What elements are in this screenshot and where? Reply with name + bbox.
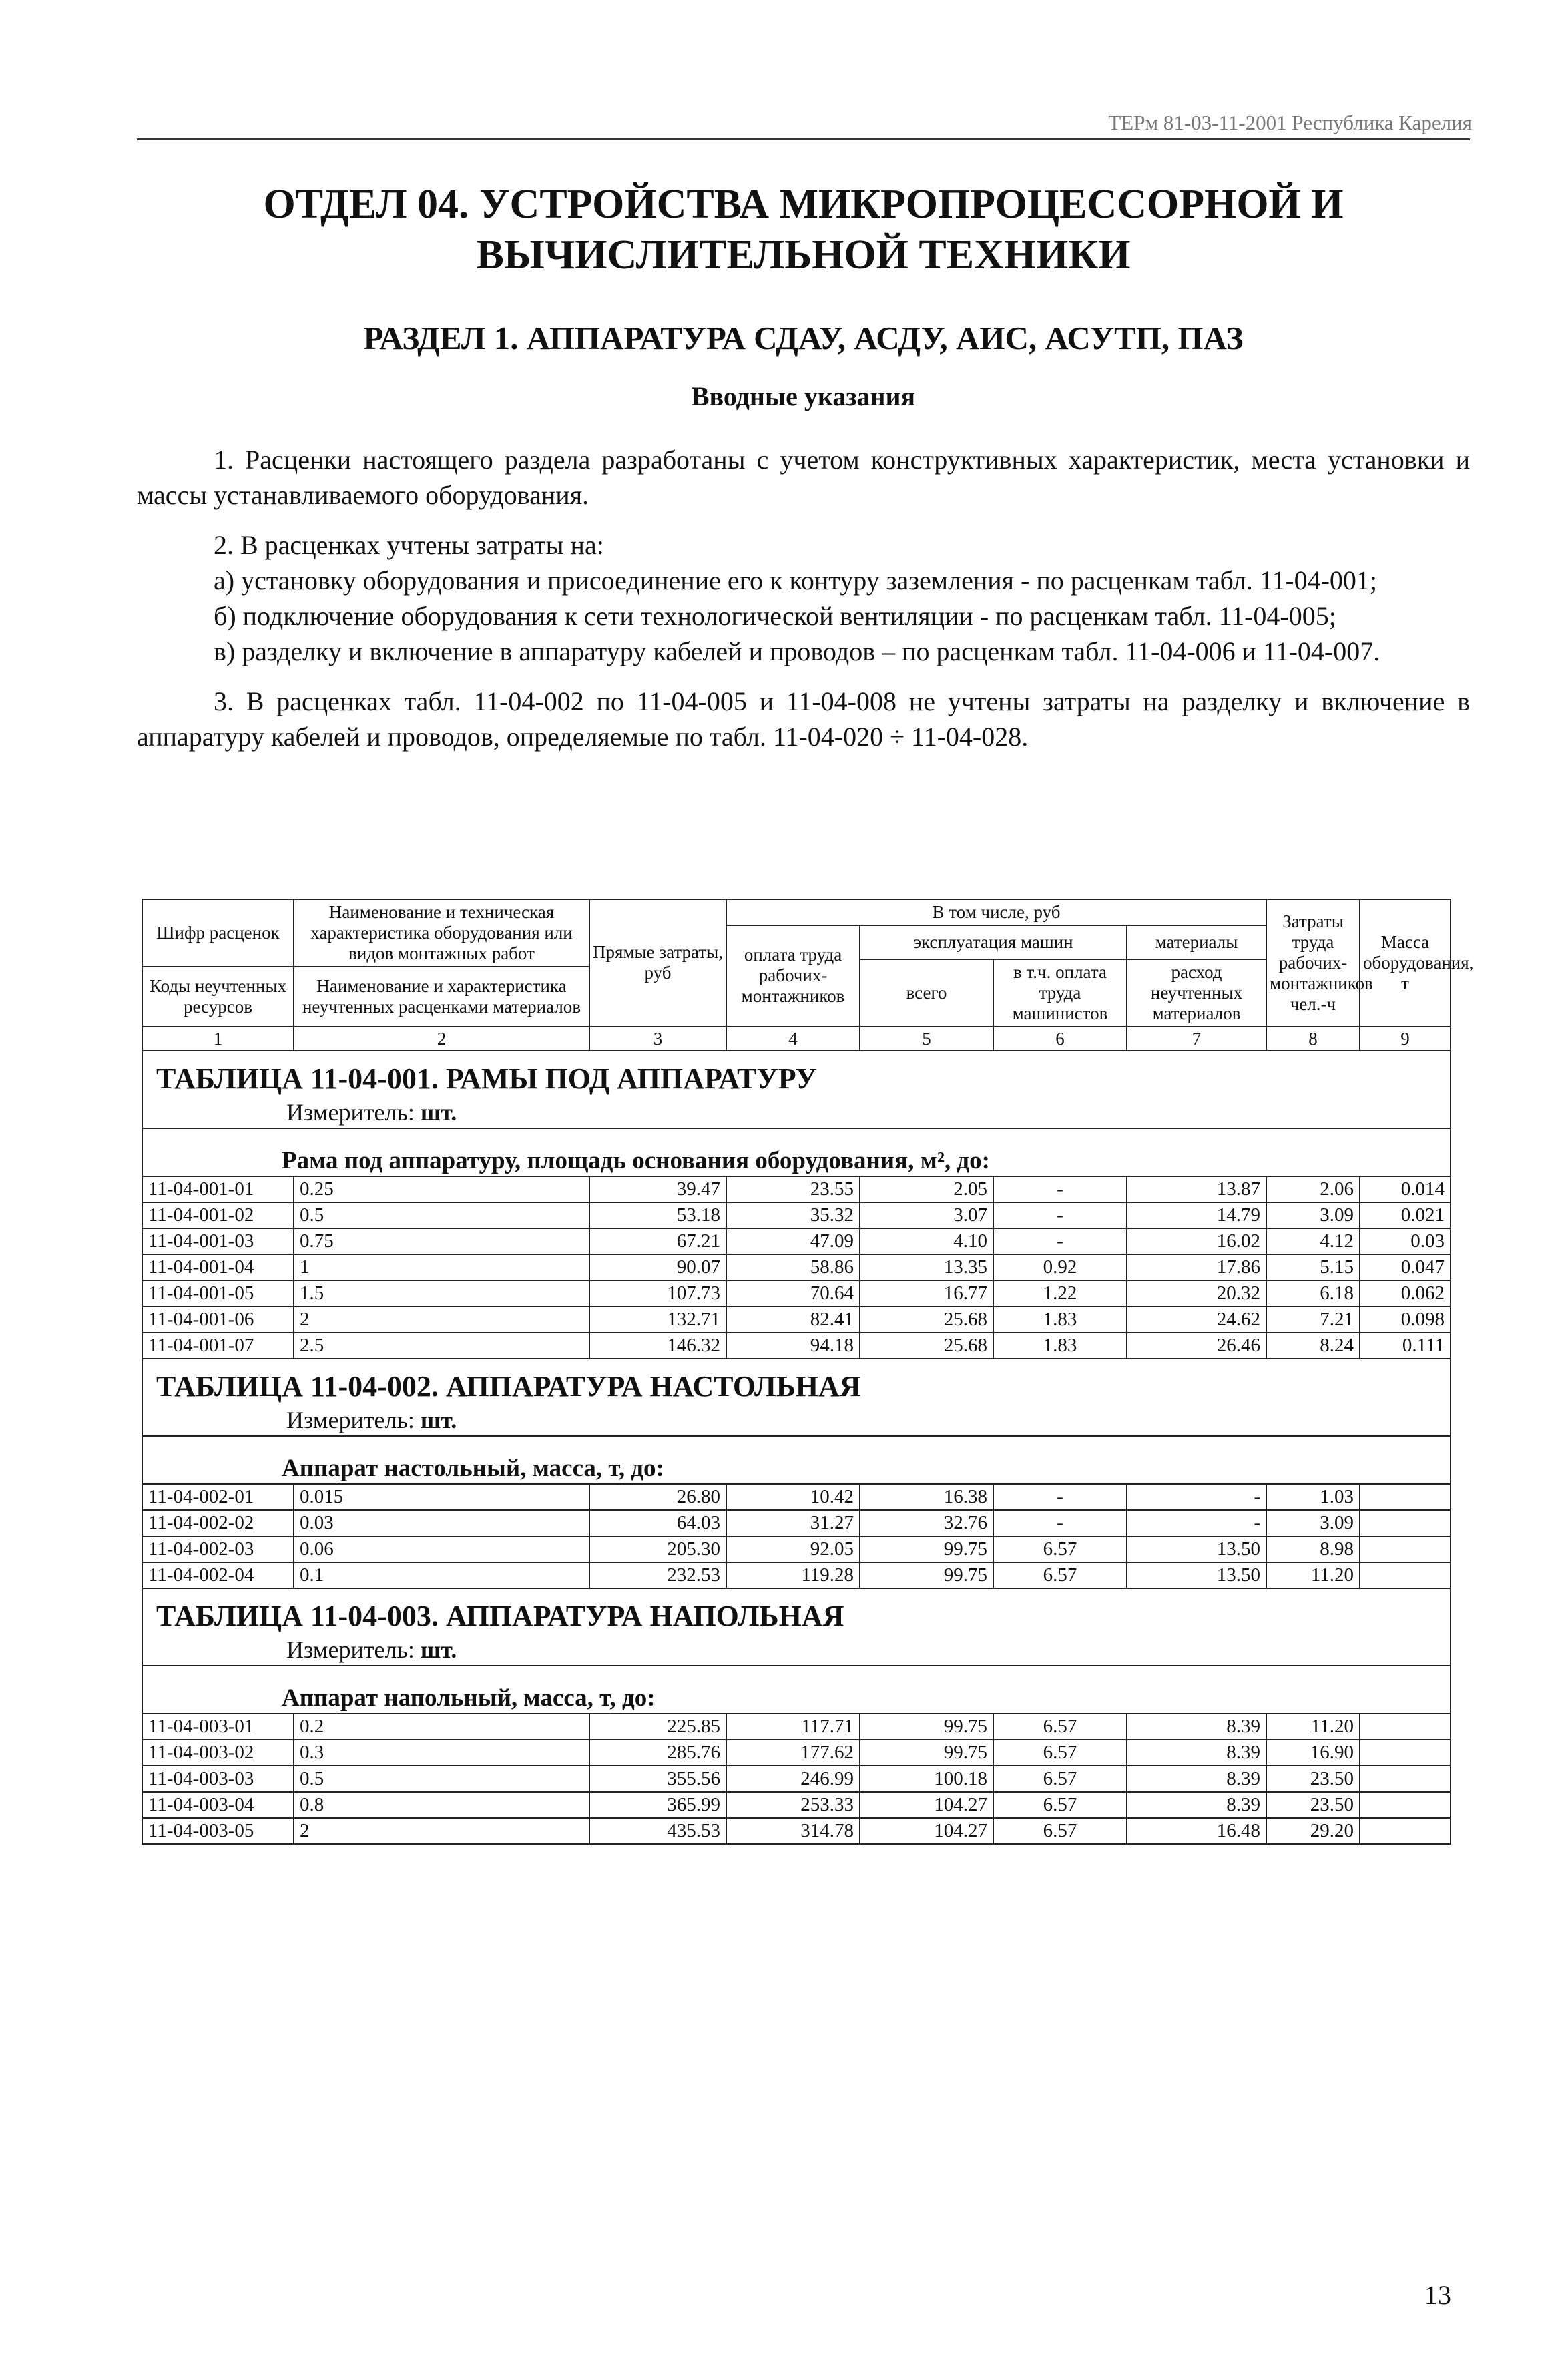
table-row: [142, 1766, 1451, 1792]
rate-code-cell: 11-04-003-05: [142, 1818, 294, 1844]
table-cell: [1360, 1562, 1451, 1588]
rate-code-cell: 11-04-002-01: [142, 1484, 294, 1510]
table-cell: 107.73: [589, 1280, 726, 1307]
table-cell: 25.68: [860, 1333, 993, 1359]
table-cell: [1360, 1740, 1451, 1766]
table-cell: -: [1127, 1510, 1266, 1536]
paragraph-2b: б) подключение оборудования к сети технологической вентиляции - по расценкам табл. 11-04-005;: [214, 601, 1336, 631]
table-section-title: [142, 1359, 1451, 1436]
table-cell: 6.57: [993, 1536, 1127, 1562]
table-cell: 16.02: [1127, 1228, 1266, 1254]
column-number: 5: [860, 1027, 993, 1051]
table-section-title-row: [142, 1588, 1451, 1666]
meter-unit: шт.: [420, 1636, 457, 1663]
table-cell: -: [993, 1176, 1127, 1202]
table-cell: 205.30: [589, 1536, 726, 1562]
table-cell: 1: [294, 1254, 589, 1280]
rate-code-cell: 11-04-001-04: [142, 1254, 294, 1280]
table-cell: 53.18: [589, 1202, 726, 1228]
table-cell: 2.5: [294, 1333, 589, 1359]
paragraph-1: 1. Расценки настоящего раздела разработаны с учетом конструктивных характеристик, места установки и массы устанавливаемого оборудования.: [137, 445, 1470, 510]
rate-code-cell: 11-04-003-03: [142, 1766, 294, 1792]
header-name: Наименование и техническая характеристика оборудования или видов монтажных работ: [294, 899, 589, 967]
table-cell: -: [993, 1484, 1127, 1510]
meter-unit: шт.: [420, 1406, 457, 1433]
table-cell: 2: [294, 1307, 589, 1333]
table-subheading-row: [142, 1436, 1451, 1484]
table-cell: 8.39: [1127, 1714, 1266, 1740]
table-cell: 0.098: [1360, 1307, 1451, 1333]
table-meter: [156, 1634, 1445, 1665]
table-cell: 0.8: [294, 1792, 589, 1818]
table-cell: -: [1127, 1484, 1266, 1510]
table-cell: -: [993, 1202, 1127, 1228]
table-cell: 0.014: [1360, 1176, 1451, 1202]
table-section-title: [142, 1588, 1451, 1666]
table-row: [142, 1307, 1451, 1333]
table-row: [142, 1536, 1451, 1562]
table-cell: 225.85: [589, 1714, 726, 1740]
table-cell: 0.047: [1360, 1254, 1451, 1280]
rate-code-cell: 11-04-002-04: [142, 1562, 294, 1588]
table-cell: 232.53: [589, 1562, 726, 1588]
header-total: всего: [860, 959, 993, 1027]
running-head: ТЕРм 81-03-11-2001 Республика Карелия: [1108, 111, 1472, 134]
table-cell: 2.05: [860, 1176, 993, 1202]
table-cell: 253.33: [726, 1792, 860, 1818]
rate-code-cell: 11-04-002-03: [142, 1536, 294, 1562]
table-row: [142, 1510, 1451, 1536]
table-cell: 104.27: [860, 1792, 993, 1818]
table-cell: 6.57: [993, 1792, 1127, 1818]
table-cell: [1360, 1510, 1451, 1536]
table-section-title-row: [142, 1359, 1451, 1436]
table-cell: 1.83: [993, 1333, 1127, 1359]
table-cell: 6.57: [993, 1818, 1127, 1844]
table-cell: 6.57: [993, 1714, 1127, 1740]
table-subheading: Рама под аппаратуру, площадь основания оборудования, м², до:: [142, 1128, 1451, 1176]
department-title-line-2: ВЫЧИСЛИТЕЛЬНОЙ ТЕХНИКИ: [476, 232, 1131, 278]
table-cell: 0.06: [294, 1536, 589, 1562]
table-meter: [156, 1405, 1445, 1435]
table-cell: 3.07: [860, 1202, 993, 1228]
table-row: [142, 1792, 1451, 1818]
table-row: [142, 1254, 1451, 1280]
table-cell: 0.062: [1360, 1280, 1451, 1307]
rate-code-cell: 11-04-001-06: [142, 1307, 294, 1333]
table-cell: 0.75: [294, 1228, 589, 1254]
table-cell: 17.86: [1127, 1254, 1266, 1280]
table-cell: 6.18: [1266, 1280, 1360, 1307]
table-cell: 23.55: [726, 1176, 860, 1202]
table-cell: 23.50: [1266, 1766, 1360, 1792]
header-labor-cost: Затраты труда рабочих-монтажников чел.-ч: [1266, 899, 1360, 1027]
table-row: [142, 1484, 1451, 1510]
table-section-title: [142, 1051, 1451, 1128]
paragraph-3: 3. В расценках табл. 11-04-002 по 11-04-005 и 11-04-008 не учтены затраты на разделку и включение в аппаратуру кабелей и проводов, определяемые по табл. 11-04-020 ÷ 11-04-028.: [137, 686, 1470, 752]
table-cell: 4.12: [1266, 1228, 1360, 1254]
table-cell: 26.46: [1127, 1333, 1266, 1359]
header-rule: [137, 138, 1470, 140]
section-title: РАЗДЕЛ 1. АППАРАТУРА СДАУ, АСДУ, АИС, АСУТП, ПАЗ: [363, 320, 1244, 357]
header-resource-code: Коды неучтенных ресурсов: [142, 967, 294, 1027]
table-cell: 117.71: [726, 1714, 860, 1740]
table-cell: 119.28: [726, 1562, 860, 1588]
table-row: [142, 1202, 1451, 1228]
table-subheading-row: [142, 1666, 1451, 1714]
table-cell: 355.56: [589, 1766, 726, 1792]
rate-code-cell: 11-04-001-03: [142, 1228, 294, 1254]
table-cell: 16.77: [860, 1280, 993, 1307]
header-unaccounted: расход неучтенных материалов: [1127, 959, 1266, 1027]
table-cell: 10.42: [726, 1484, 860, 1510]
table-cell: 14.79: [1127, 1202, 1266, 1228]
column-number: 9: [1360, 1027, 1451, 1051]
column-number: 4: [726, 1027, 860, 1051]
table-cell: 0.25: [294, 1176, 589, 1202]
table-cell: 104.27: [860, 1818, 993, 1844]
table-cell: 25.68: [860, 1307, 993, 1333]
table-subheading-row: [142, 1128, 1451, 1176]
table-cell: 0.5: [294, 1766, 589, 1792]
table-cell: 5.15: [1266, 1254, 1360, 1280]
header-including: В том числе, руб: [726, 899, 1266, 925]
table-cell: 6.57: [993, 1562, 1127, 1588]
rate-code-cell: 11-04-003-04: [142, 1792, 294, 1818]
table-cell: 0.111: [1360, 1333, 1451, 1359]
table-subheading: Аппарат напольный, масса, т, до:: [142, 1666, 1451, 1714]
table-cell: 3.09: [1266, 1510, 1360, 1536]
table-cell: 8.39: [1127, 1740, 1266, 1766]
table-cell: 1.83: [993, 1307, 1127, 1333]
table-cell: 20.32: [1127, 1280, 1266, 1307]
table-cell: 0.2: [294, 1714, 589, 1740]
rate-code-cell: 11-04-003-01: [142, 1714, 294, 1740]
header-materials: материалы: [1127, 925, 1266, 959]
table-cell: 16.90: [1266, 1740, 1360, 1766]
table-cell: 2: [294, 1818, 589, 1844]
meter-label: Измеритель:: [286, 1406, 415, 1433]
table-cell: 31.27: [726, 1510, 860, 1536]
table-section-title-row: [142, 1051, 1451, 1128]
intro-heading: Вводные указания: [691, 381, 916, 411]
table-row: [142, 1280, 1451, 1307]
rate-code-cell: 11-04-001-02: [142, 1202, 294, 1228]
table-cell: 0.5: [294, 1202, 589, 1228]
rate-code-cell: 11-04-003-02: [142, 1740, 294, 1766]
table-cell: 146.32: [589, 1333, 726, 1359]
meter-label: Измеритель:: [286, 1098, 415, 1126]
table-row: [142, 1818, 1451, 1844]
table-cell: 100.18: [860, 1766, 993, 1792]
header-labor-pay: оплата труда рабочих-монтажников: [726, 925, 860, 1027]
meter-label: Измеритель:: [286, 1636, 415, 1663]
column-number: 2: [294, 1027, 589, 1051]
table-cell: 67.21: [589, 1228, 726, 1254]
header-machines: эксплуатация машин: [860, 925, 1127, 959]
table-cell: 132.71: [589, 1307, 726, 1333]
table-cell: 47.09: [726, 1228, 860, 1254]
table-cell: [1360, 1792, 1451, 1818]
rate-code-cell: 11-04-001-01: [142, 1176, 294, 1202]
table-cell: [1360, 1714, 1451, 1740]
table-cell: 435.53: [589, 1818, 726, 1844]
column-number: 8: [1266, 1027, 1360, 1051]
table-cell: 26.80: [589, 1484, 726, 1510]
table-cell: 64.03: [589, 1510, 726, 1536]
table-cell: 99.75: [860, 1740, 993, 1766]
column-number: 7: [1127, 1027, 1266, 1051]
table-cell: 11.20: [1266, 1714, 1360, 1740]
table-row: [142, 1228, 1451, 1254]
table-cell: 1.5: [294, 1280, 589, 1307]
column-number: 6: [993, 1027, 1127, 1051]
table-cell: 13.50: [1127, 1536, 1266, 1562]
table-row: [142, 1562, 1451, 1588]
rates-table: [142, 899, 1474, 1845]
table-cell: 70.64: [726, 1280, 860, 1307]
header-mass: Масса оборудования, т: [1360, 899, 1451, 1027]
table-cell: [1360, 1536, 1451, 1562]
table-cell: 2.06: [1266, 1176, 1360, 1202]
table-cell: 0.3: [294, 1740, 589, 1766]
table-cell: 13.87: [1127, 1176, 1266, 1202]
table-cell: 11.20: [1266, 1562, 1360, 1588]
table-row: [142, 1740, 1451, 1766]
table-cell: 16.48: [1127, 1818, 1266, 1844]
table-title: ТАБЛИЦА 11-04-003. АППАРАТУРА НАПОЛЬНАЯ: [156, 1599, 844, 1632]
header-resource-name: Наименование и характеристика неучтенных расценками материалов: [294, 967, 589, 1027]
table-cell: 0.021: [1360, 1202, 1451, 1228]
table-cell: 1.03: [1266, 1484, 1360, 1510]
table-cell: 7.21: [1266, 1307, 1360, 1333]
rate-code-cell: 11-04-001-05: [142, 1280, 294, 1307]
table-cell: 0.03: [1360, 1228, 1451, 1254]
table-subheading: Аппарат настольный, масса, т, до:: [142, 1436, 1451, 1484]
table-title: ТАБЛИЦА 11-04-001. РАМЫ ПОД АППАРАТУРУ: [156, 1062, 817, 1095]
table-cell: [1360, 1766, 1451, 1792]
table-cell: 0.015: [294, 1484, 589, 1510]
table-cell: 94.18: [726, 1333, 860, 1359]
rate-code-cell: 11-04-002-02: [142, 1510, 294, 1536]
table-cell: 99.75: [860, 1536, 993, 1562]
table-cell: 29.20: [1266, 1818, 1360, 1844]
table-row: [142, 1176, 1451, 1202]
table-cell: 13.50: [1127, 1562, 1266, 1588]
table-cell: 3.09: [1266, 1202, 1360, 1228]
department-title: [137, 179, 1470, 280]
department-title-line-1: ОТДЕЛ 04. УСТРОЙСТВА МИКРОПРОЦЕССОРНОЙ И: [263, 182, 1344, 227]
table-cell: 99.75: [860, 1714, 993, 1740]
table-cell: 13.35: [860, 1254, 993, 1280]
table-row: [142, 1333, 1451, 1359]
table-cell: 4.10: [860, 1228, 993, 1254]
table-cell: 285.76: [589, 1740, 726, 1766]
rate-code-cell: 11-04-001-07: [142, 1333, 294, 1359]
table-cell: 314.78: [726, 1818, 860, 1844]
table-cell: 82.41: [726, 1307, 860, 1333]
table-title: ТАБЛИЦА 11-04-002. АППАРАТУРА НАСТОЛЬНАЯ: [156, 1369, 861, 1403]
table-row: [142, 1714, 1451, 1740]
table-cell: 177.62: [726, 1740, 860, 1766]
table-cell: 1.22: [993, 1280, 1127, 1307]
table-cell: 35.32: [726, 1202, 860, 1228]
table-cell: [1360, 1484, 1451, 1510]
table-cell: 99.75: [860, 1562, 993, 1588]
table-cell: [1360, 1818, 1451, 1844]
table-cell: 92.05: [726, 1536, 860, 1562]
table-cell: 6.57: [993, 1740, 1127, 1766]
table-cell: 90.07: [589, 1254, 726, 1280]
table-cell: 0.1: [294, 1562, 589, 1588]
header-machinist-pay: в т.ч. оплата труда машинистов: [993, 959, 1127, 1027]
table-cell: 32.76: [860, 1510, 993, 1536]
table-cell: 39.47: [589, 1176, 726, 1202]
header-code: Шифр расценок: [142, 899, 294, 967]
meter-unit: шт.: [420, 1098, 457, 1126]
paragraph-2a: а) установку оборудования и присоединение его к контуру заземления - по расценкам табл. 11-04-001;: [214, 565, 1378, 596]
table-cell: 8.98: [1266, 1536, 1360, 1562]
table-cell: 8.39: [1127, 1766, 1266, 1792]
page-number: 13: [1424, 2280, 1451, 2310]
table-body: [142, 1027, 1451, 1844]
table-cell: 23.50: [1266, 1792, 1360, 1818]
table-header: [142, 899, 1474, 1027]
paragraph-2c: в) разделку и включение в аппаратуру кабелей и проводов – по расценкам табл. 11-04-006 и 11-04-007.: [214, 636, 1380, 666]
table-cell: 8.39: [1127, 1792, 1266, 1818]
table-cell: 365.99: [589, 1792, 726, 1818]
header-direct-costs: Прямые затраты, руб: [589, 899, 726, 1027]
column-number: 1: [142, 1027, 294, 1051]
table-cell: 8.24: [1266, 1333, 1360, 1359]
table-cell: 16.38: [860, 1484, 993, 1510]
table-cell: -: [993, 1510, 1127, 1536]
intro-paragraphs: [137, 442, 1470, 754]
table-cell: -: [993, 1228, 1127, 1254]
paragraph-2: 2. В расценках учтены затраты на:: [214, 530, 604, 560]
column-numbers-row: [142, 1027, 1451, 1051]
table-meter: [156, 1097, 1445, 1128]
table-cell: 246.99: [726, 1766, 860, 1792]
table-cell: 0.92: [993, 1254, 1127, 1280]
column-number: 3: [589, 1027, 726, 1051]
table-cell: 0.03: [294, 1510, 589, 1536]
table-cell: 58.86: [726, 1254, 860, 1280]
table-cell: 6.57: [993, 1766, 1127, 1792]
table-cell: 24.62: [1127, 1307, 1266, 1333]
